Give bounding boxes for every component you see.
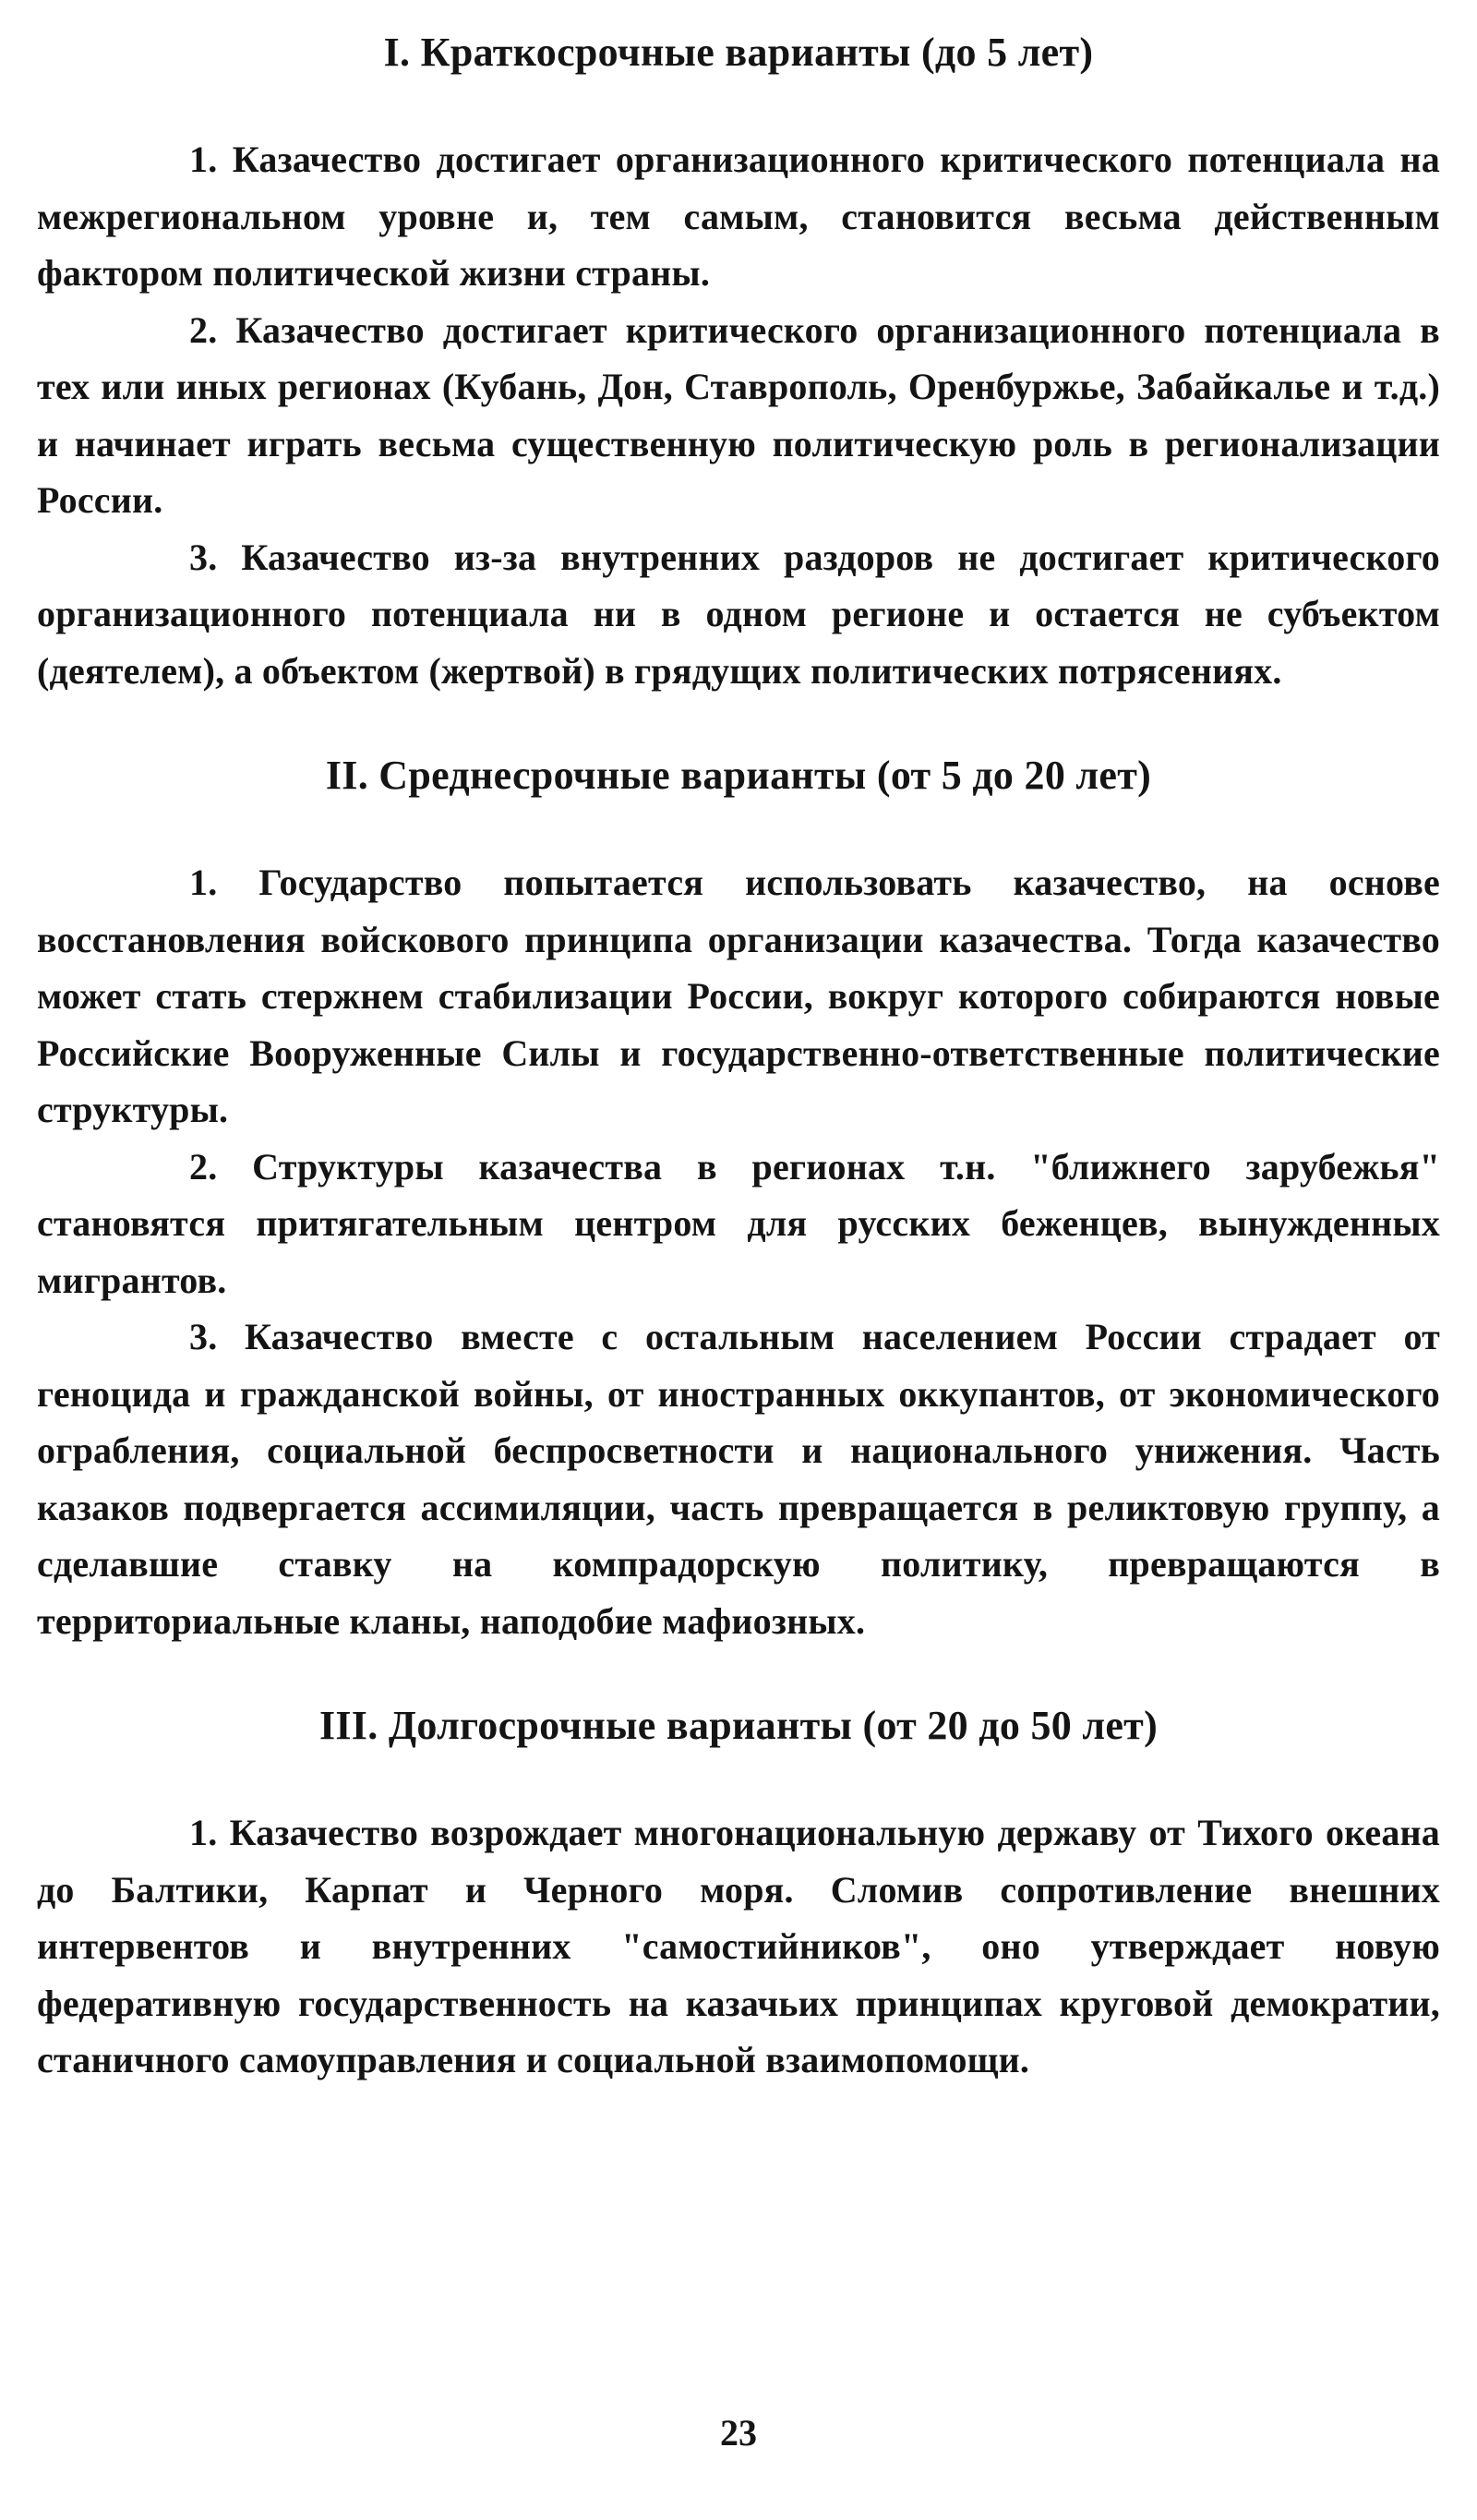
paragraph: 3. Казачество из-за внутренних раздоров не достигает критического организационного потенциала ни в одном регионе и остается не субъектом (деятелем), а объектом (жертвой) в грядущих политических потрясениях. — [37, 536, 1440, 692]
paragraph: 1. Государство попытается использовать казачество, на основе восстановления войскового принципа организации казачества. Тогда казачество может стать стержнем стабилизации России, вокруг которого собираются новые Российские Вооруженные Силы и государственно-ответственные политические структуры. — [37, 862, 1440, 1130]
section-heading: III. Долгосрочные варианты (от 20 до 50 лет) — [318, 1703, 1159, 1748]
page-number: 23 — [720, 2412, 757, 2454]
paragraph: 3. Казачество вместе с остальным населением России страдает от геноцида и гражданской войны, от иностранных оккупантов, от экономического ограбления, социальной беспросветности и национального унижения. Часть казаков подвергается ассимиляции, часть превращается в реликтовую группу, а сделавшие ставку на компрадорскую политику, превращаются в территориальные кланы, наподобие мафиозных. — [37, 1316, 1440, 1642]
paragraph-list — [37, 854, 1440, 1649]
section-medium-term — [37, 751, 1440, 1649]
paragraph-list — [37, 131, 1440, 699]
section-heading: I. Краткосрочные варианты (до 5 лет) — [383, 30, 1094, 75]
paragraph: 2. Казачество достигает критического организационного потенциала в тех или иных регионах (Кубань, Дон, Ставрополь, Оренбуржье, Забайкалье и т.д.) и начинает играть весьма существенную политическую роль в регионализации России. — [37, 308, 1440, 521]
section-heading: II. Среднесрочные варианты (от 5 до 20 лет) — [325, 753, 1152, 798]
paragraph: 1. Казачество возрождает многонациональную державу от Тихого океана до Балтики, Карпат и Черного моря. Сломив сопротивление внешних интервентов и внутренних "самостийников", оно утверждает новую федеративную государственность на казачьих принципах круговой демократии, станичного самоуправления и социальной взаимопомощи. — [37, 1812, 1440, 2080]
paragraph: 2. Структуры казачества в регионах т.н. "ближнего зарубежья" становятся притягательным центром для русских беженцев, вынужденных мигрантов. — [37, 1145, 1440, 1301]
section-long-term — [37, 1701, 1440, 2089]
section-short-term — [37, 28, 1440, 699]
paragraph: 1. Казачество достигает организационного критического потенциала на межрегиональном уровне и, тем самым, становится весьма действенным фактором политической жизни страны. — [37, 139, 1440, 294]
document-page — [37, 28, 1440, 2089]
paragraph-list — [37, 1804, 1440, 2089]
